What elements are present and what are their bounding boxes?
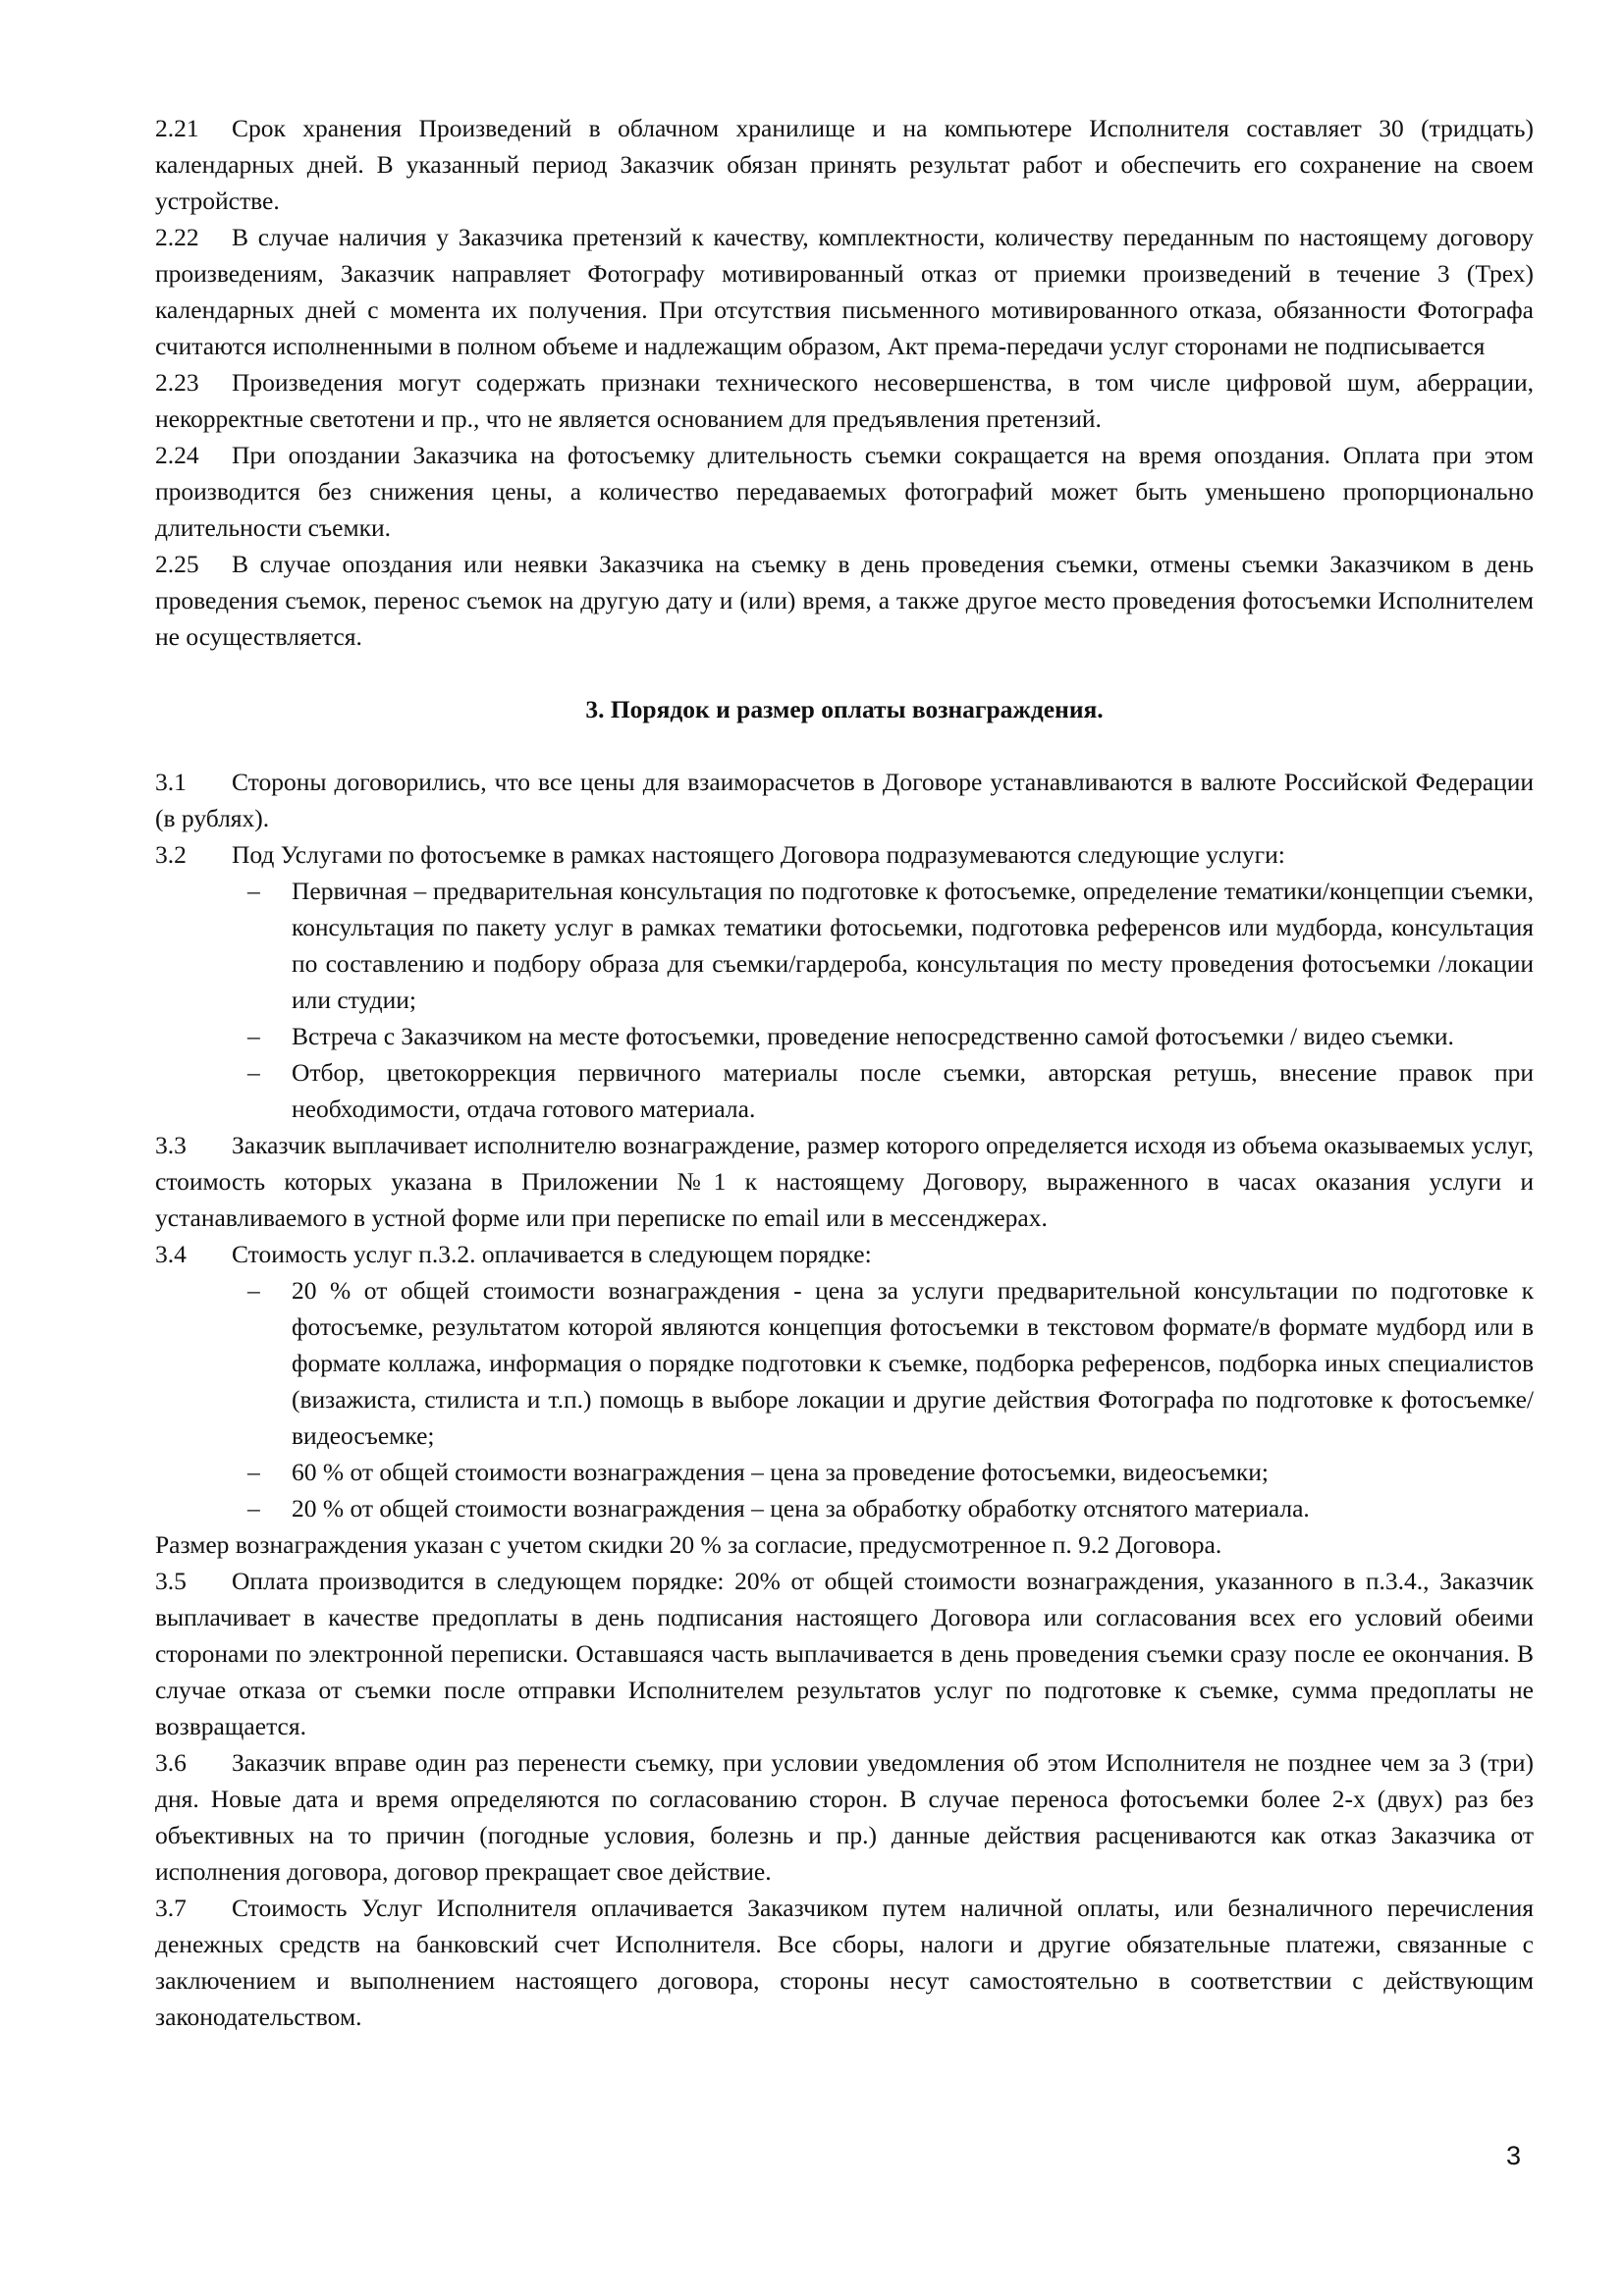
clause-text: При опоздании Заказчика на фотосъемку длительность съемки сокращается на время опоздания. Оплата при этом производится без снижения цены, а количество передаваемых фотографий может быть уменьшено пропорционально длительности съемки. xyxy=(155,441,1534,542)
clause-number: 3.4 xyxy=(155,1240,187,1268)
clause-text: Произведения могут содержать признаки технического несовершенства, в том числе цифровой шум, аберрации, некорректные светотени и пр., что не является основанием для предъявления претензий. xyxy=(155,368,1534,433)
spacer xyxy=(155,655,1534,691)
clause-text: Под Услугами по фотосъемке в рамках настоящего Договора подразумеваются следующие услуги: xyxy=(232,840,1285,869)
clause-number: 2.24 xyxy=(155,441,199,469)
clause-text: Срок хранения Произведений в облачном хранилище и на компьютере Исполнителя составляет 30 (тридцать) календарных дней. В указанный период Заказчик обязан принять результат работ и обеспечить его сохранение на своем устройстве. xyxy=(155,114,1534,215)
payment-breakdown-list xyxy=(155,1272,1534,1526)
clause-3-6 xyxy=(155,1744,1534,1890)
list-item-text: Первичная – предварительная консультация по подготовке к фотосъемке, определение тематики/концепции съемки, консультация по пакету услуг в рамках тематики фотосьемки, подготовка референсов или мудборда, консультация по составлению и подбору образа для съемки/гардероба, консультация по месту проведения фотосъемки /локации или студии; xyxy=(292,877,1534,1014)
dash-bullet: – xyxy=(247,1276,260,1305)
clause-text: В случае опоздания или неявки Заказчика на съемку в день проведения съемки, отмены съемки Заказчиком в день проведения съемок, перенос съемок на другую дату и (или) время, а также другое место проведения фотосъемки Исполнителем не осуществляется. xyxy=(155,550,1534,651)
clause-3-4 xyxy=(155,1236,1534,1272)
clause-2-21 xyxy=(155,110,1534,219)
clause-text: Оплата производится в следующем порядке: 20% от общей стоимости вознаграждения, указанного в п.3.4., Заказчик выплачивает в качестве предоплаты в день подписания настоящего Договора или согласования всех его условий обеими сторонами по электронной переписки. Оставшаяся часть выплачивается в день проведения съемки сразу после ее окончания. В случае отказа от съемки после отправки Исполнителем результатов услуг по подготовке к съемке, сумма предоплаты не возвращается. xyxy=(155,1567,1534,1740)
list-item xyxy=(155,1054,1534,1127)
clause-number: 2.21 xyxy=(155,114,199,142)
dash-bullet: – xyxy=(247,1058,260,1087)
clause-3-5 xyxy=(155,1563,1534,1744)
document-page xyxy=(155,110,1534,2035)
clause-3-7 xyxy=(155,1890,1534,2035)
clause-number: 2.23 xyxy=(155,368,199,397)
spacer xyxy=(155,727,1534,764)
list-item-text: Отбор, цветокоррекция первичного материалы после съемки, авторская ретушь, внесение правок при необходимости, отдача готового материала. xyxy=(292,1058,1534,1123)
clause-2-24 xyxy=(155,437,1534,546)
discount-note: Размер вознаграждения указан с учетом скидки 20 % за согласие, предусмотренное п. 9.2 Договора. xyxy=(155,1530,1222,1559)
clause-2-23 xyxy=(155,364,1534,437)
clause-2-25 xyxy=(155,546,1534,655)
services-list xyxy=(155,873,1534,1127)
clause-text: В случае наличия у Заказчика претензий к качеству, комплектности, количеству переданным по настоящему договору произведениям, Заказчик направляет Фотографу мотивированный отказ от приемки произведений в течение 3 (Трех) календарных дней с момента их получения. При отсутствия письменного мотивированного отказа, обязанности Фотографа считаются исполненными в полном объеме и надлежащим образом, Акт према-передачи услуг сторонами не подписывается xyxy=(155,223,1534,360)
list-item xyxy=(155,1454,1534,1490)
clause-number: 3.6 xyxy=(155,1748,187,1777)
dash-bullet: – xyxy=(247,1022,260,1050)
dash-bullet: – xyxy=(247,1458,260,1486)
dash-bullet: – xyxy=(247,877,260,905)
clause-text: Заказчик вправе один раз перенести съемку, при условии уведомления об этом Исполнителя не позднее чем за 3 (три) дня. Новые дата и время определяются по согласованию сторон. В случае переноса фотосъемки более 2-х (двух) раз без объективных на то причин (погодные условия, болезнь и пр.) данные действия расцениваются как отказ Заказчика от исполнения договора, договор прекращает свое действие. xyxy=(155,1748,1534,1886)
clause-number: 3.1 xyxy=(155,768,187,796)
list-item xyxy=(155,1018,1534,1054)
clause-2-22 xyxy=(155,219,1534,364)
dash-bullet: – xyxy=(247,1494,260,1522)
clause-text: Стороны договорились, что все цены для взаиморасчетов в Договоре устанавливаются в валюте Российской Федерации (в рублях). xyxy=(155,768,1534,832)
list-item-text: 20 % от общей стоимости вознаграждения – цена за обработку обработку отснятого материала. xyxy=(292,1494,1310,1522)
list-item xyxy=(155,1272,1534,1454)
clause-text: Стоимость Услуг Исполнителя оплачивается Заказчиком путем наличной оплаты, или безналичного перечисления денежных средств на банковский счет Исполнителя. Все сборы, налоги и другие обязательные платежи, связанные с заключением и выполнением настоящего договора, стороны несут самостоятельно в соответствии с действующим законодательством. xyxy=(155,1894,1534,2031)
clause-number: 2.25 xyxy=(155,550,199,578)
clause-text: Заказчик выплачивает исполнителю вознаграждение, размер которого определяется исходя из объема оказываемых услуг, стоимость которых указана в Приложении №1 к настоящему Договору, выраженного в часах оказания услуги и устанавливаемого в устной форме или при переписке по email или в мессенджерах. xyxy=(155,1131,1534,1232)
clause-text: Стоимость услуг п.3.2. оплачивается в следующем порядке: xyxy=(232,1240,872,1268)
list-item xyxy=(155,873,1534,1018)
list-item xyxy=(155,1490,1534,1526)
clause-number: 3.7 xyxy=(155,1894,187,1922)
clause-3-2 xyxy=(155,836,1534,873)
clause-3-3 xyxy=(155,1127,1534,1236)
section-3-heading: 3. Порядок и размер оплаты вознаграждения. xyxy=(585,695,1104,723)
clause-number: 3.5 xyxy=(155,1567,187,1595)
clause-number: 3.2 xyxy=(155,840,187,869)
clause-number: 3.3 xyxy=(155,1131,187,1159)
list-item-text: 60 % от общей стоимости вознаграждения – цена за проведение фотосъемки, видеосъемки; xyxy=(292,1458,1269,1486)
clause-number: 2.22 xyxy=(155,223,199,251)
clause-3-1 xyxy=(155,764,1534,836)
page-number: 3 xyxy=(1506,2141,1522,2170)
list-item-text: Встреча с Заказчиком на месте фотосъемки, проведение непосредственно самой фотосъемки / видео съемки. xyxy=(292,1022,1454,1050)
list-item-text: 20 % от общей стоимости вознаграждения - цена за услуги предварительной консультации по подготовке к фотосъемке, результатом которой являются концепция фотосъемки в текстовом формате/в формате мудборд или в формате коллажа, информация о порядке подготовки к съемке, подборка референсов, подборка иных специалистов (визажиста, стилиста и т.п.) помощь в выборе локации и другие действия Фотографа по подготовке к фотосъемке/ видеосъемке; xyxy=(292,1276,1534,1450)
